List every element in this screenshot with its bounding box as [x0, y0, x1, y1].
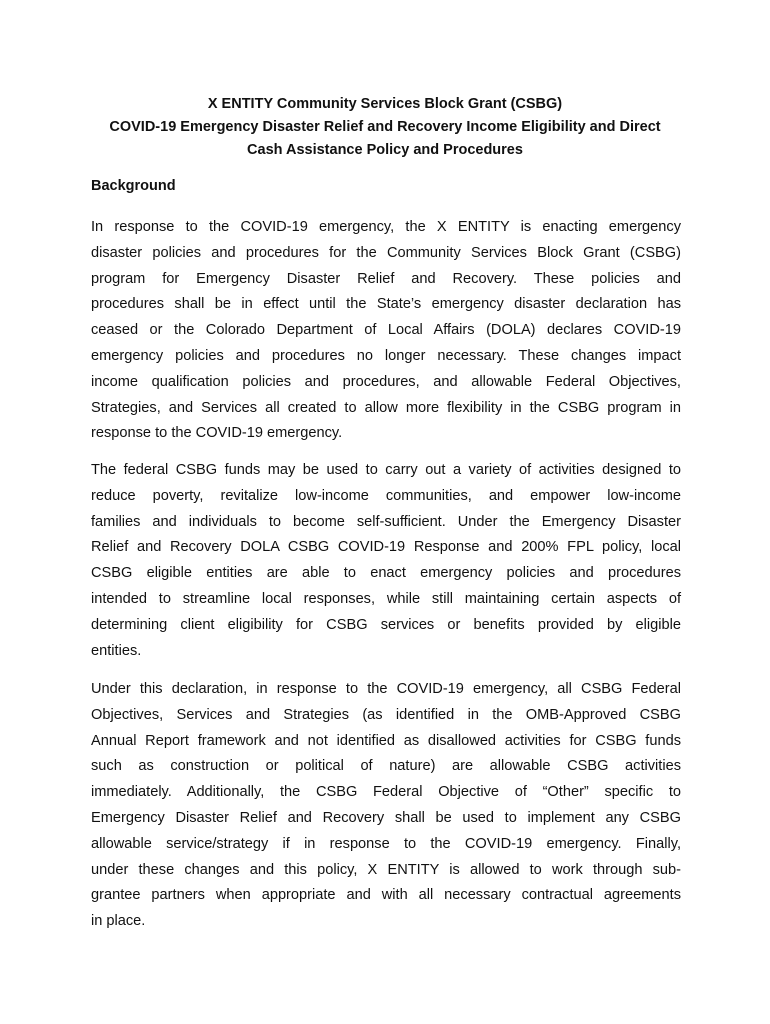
title-line: X ENTITY Community Services Block Grant (CSBG) — [207, 96, 563, 112]
section-heading: Background — [91, 178, 176, 194]
paragraph-line: CSBG eligible entities are able to enact emergency policies and procedures — [91, 565, 681, 582]
paragraph-line: disaster policies and procedures for the Community Services Block Grant (CSBG) — [91, 244, 681, 261]
paragraph-line: program for Emergency Disaster Relief and Recovery. These policies and — [91, 270, 681, 287]
paragraph-line: immediately. Additionally, the CSBG Federal Objective of “Other” specific to — [91, 784, 681, 801]
paragraph-line: The federal CSBG funds may be used to carry out a variety of activities designed to — [91, 462, 681, 478]
paragraph-line: Annual Report framework and not identified as disallowed activities for CSBG funds — [91, 732, 681, 749]
paragraph-line: Objectives, Services and Strategies (as identified in the OMB-Approved CSBG — [91, 706, 681, 723]
paragraph-line: emergency policies and procedures no longer necessary. These changes impact — [91, 347, 681, 364]
title-line: COVID-19 Emergency Disaster Relief and Recovery Income Eligibility and Direct — [109, 119, 661, 135]
paragraph-line: Emergency Disaster Relief and Recovery shall be used to implement any CSBG — [91, 809, 681, 826]
paragraph-line: Strategies, and Services all created to allow more flexibility in the CSBG program in — [91, 399, 681, 416]
paragraph-line: grantee partners when appropriate and with all necessary contractual agreements — [91, 887, 681, 904]
paragraph-line: income qualification policies and procedures, and allowable Federal Objectives, — [91, 373, 681, 390]
paragraph-line: Under this declaration, in response to the COVID-19 emergency, all CSBG Federal — [91, 681, 681, 697]
paragraph-line: entities. — [91, 642, 142, 659]
paragraph-line: determining client eligibility for CSBG services or benefits provided by eligible — [91, 616, 681, 633]
paragraph-line: allowable service/strategy if in response to the COVID-19 emergency. Finally, — [91, 835, 681, 852]
paragraph-line: In response to the COVID-19 emergency, the X ENTITY is enacting emergency — [91, 219, 681, 235]
paragraph — [91, 458, 681, 664]
paragraph-line: procedures shall be in effect until the State’s emergency disaster declaration has — [91, 296, 681, 313]
paragraph — [91, 677, 681, 935]
document-title — [60, 93, 710, 162]
paragraph-line: response to the COVID-19 emergency. — [91, 425, 343, 442]
paragraph-line: Relief and Recovery DOLA CSBG COVID-19 Response and 200% FPL policy, local — [91, 539, 681, 556]
paragraph — [91, 215, 681, 447]
paragraph-line: ceased or the Colorado Department of Local Affairs (DOLA) declares COVID-19 — [91, 322, 681, 339]
paragraph-line: such as construction or political of nature) are allowable CSBG activities — [91, 758, 681, 775]
paragraph-line: intended to streamline local responses, while still maintaining certain aspects of — [91, 590, 681, 607]
paragraph-line: in place. — [91, 913, 146, 930]
paragraph-line: under these changes and this policy, X ENTITY is allowed to work through sub- — [91, 861, 681, 878]
title-line: Cash Assistance Policy and Procedures — [247, 142, 523, 158]
paragraph-line: families and individuals to become self-sufficient. Under the Emergency Disaster — [91, 513, 681, 530]
paragraph-line: reduce poverty, revitalize low-income communities, and empower low-income — [91, 487, 681, 504]
